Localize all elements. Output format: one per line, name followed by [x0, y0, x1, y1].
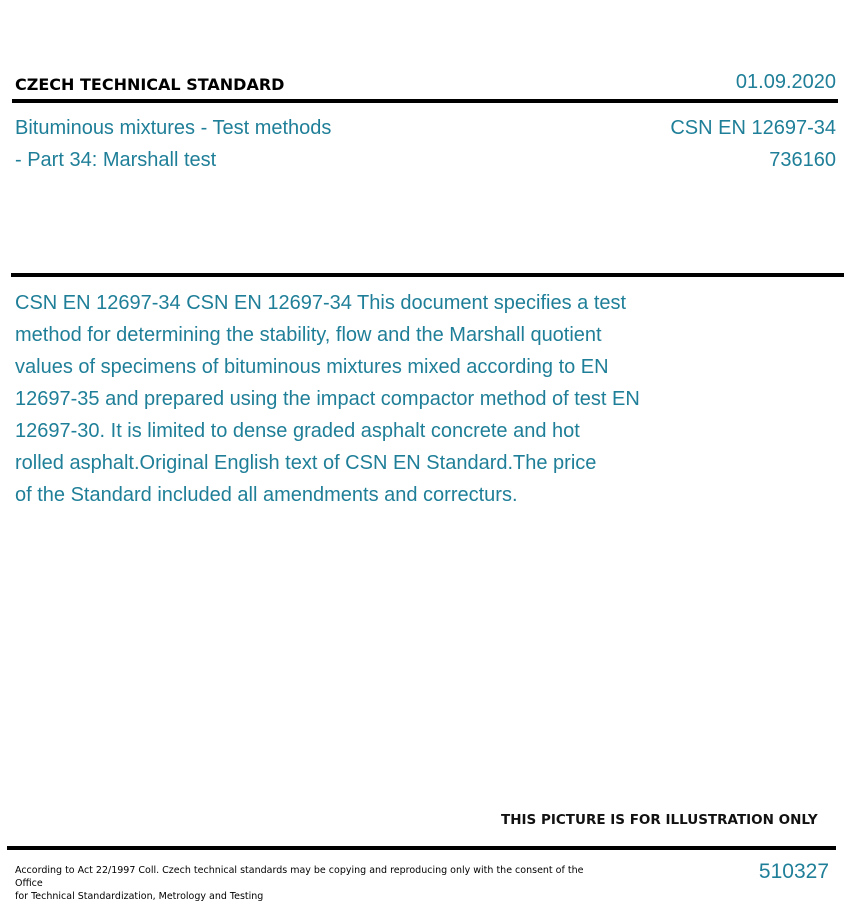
standard-type-heading: CZECH TECHNICAL STANDARD [15, 75, 285, 94]
top-divider [12, 99, 838, 103]
bottom-divider [7, 846, 836, 850]
middle-divider [11, 273, 844, 277]
legal-notice: According to Act 22/1997 Coll. Czech technical standards may be copying and reproducing only with the consent of the Office for Technical Standardization, Metrology and Testing [15, 865, 584, 902]
publication-date: 01.09.2020 [735, 71, 836, 93]
illustration-disclaimer: THIS PICTURE IS FOR ILLUSTRATION ONLY [501, 812, 818, 828]
classification-number: 736160 [769, 149, 836, 171]
document-number: 510327 [758, 860, 829, 883]
standard-abstract: CSN EN 12697-34 CSN EN 12697-34 This document specifies a test method for determining the stability, flow and the Marshall quotient values of specimens of bituminous mixtures mixed according to EN 12697-35 and prepared using the impact compactor method of test EN 12697-30. It is limited to dense graded asphalt concrete and hot rolled asphalt.Original English text of CSN EN Standard.The price of the Standard included all amendments and correcturs. [15, 292, 640, 506]
standard-title-line-1: Bituminous mixtures - Test methods [15, 117, 332, 139]
standard-title-line-2: - Part 34: Marshall test [15, 149, 217, 171]
standard-code: CSN EN 12697-34 [670, 117, 836, 139]
